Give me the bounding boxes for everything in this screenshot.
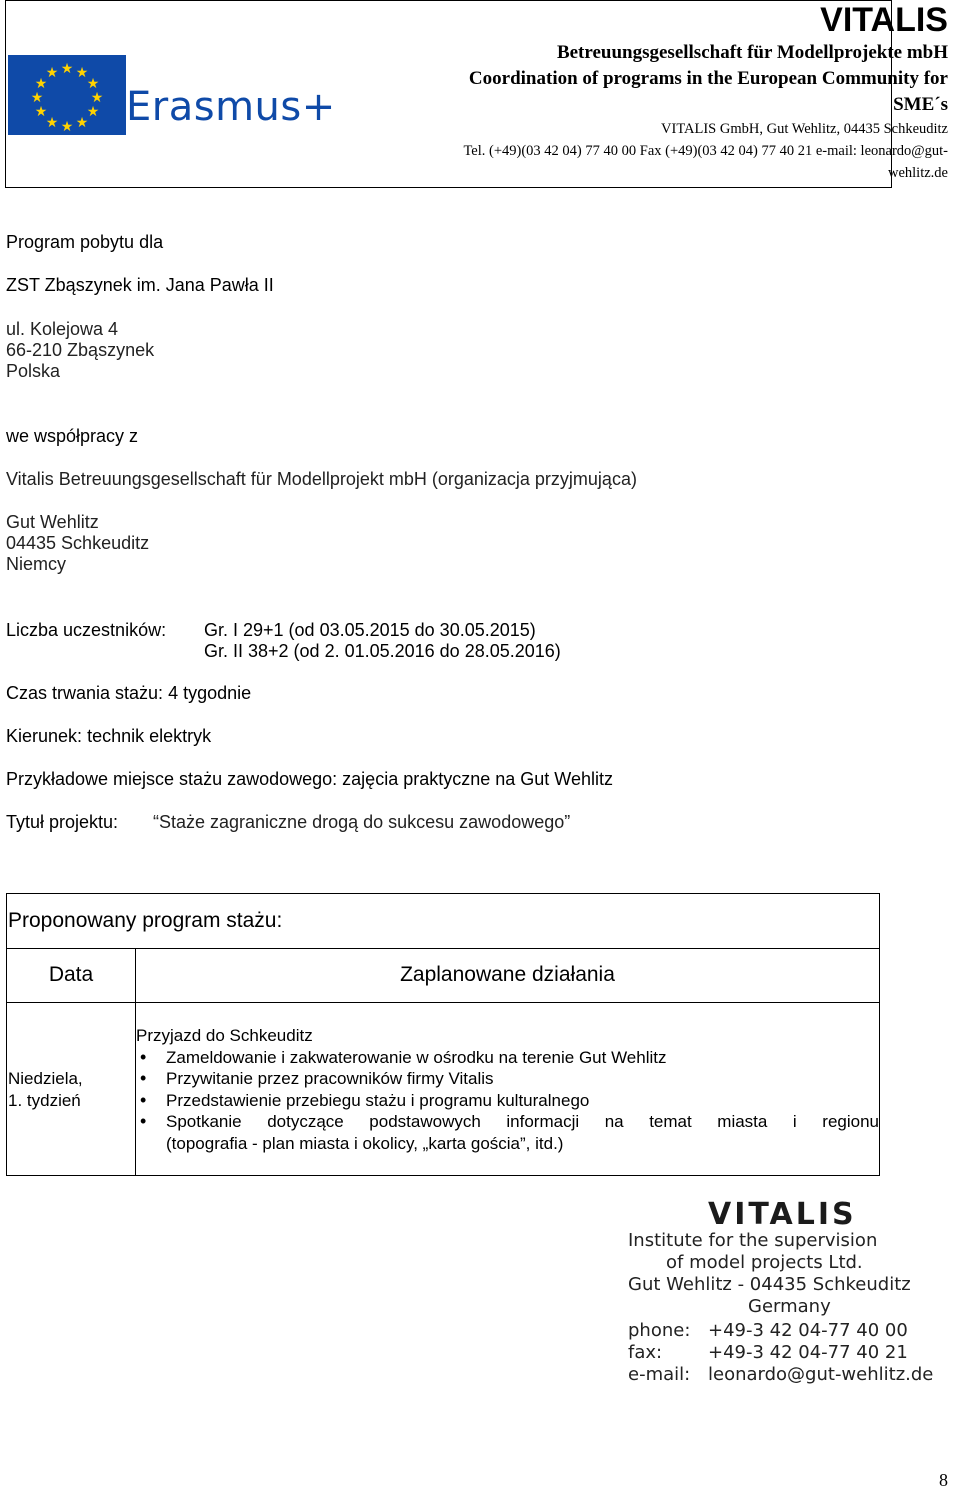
school-city: 66-210 Zbąszynek [6,340,155,360]
duration-label: Czas trwania stażu: [6,683,164,703]
list-item-line: (topografia - plan miasta i okolicy, „karta gościa”, itd.) [166,1133,564,1153]
stamp-line: Gut Wehlitz - 04435 Schkeuditz [628,1274,911,1295]
svg-text:★: ★ [75,64,89,80]
placement-label: Przykładowe miejsce stażu zawodowego: [6,769,338,789]
placement-value: zajęcia praktyczne na Gut Wehlitz [342,769,613,789]
table-divider [7,948,879,949]
row-date-day: Niedziela, [8,1069,83,1088]
header-subtitle-2: Coordination of programs in the European Community for [468,68,948,89]
program-for: Program pobytu dla [6,232,164,252]
duration-row [6,682,251,704]
row-date [8,1068,83,1111]
list-item: • Zameldowanie i zakwaterowanie w ośrodku na terenie Gut Wehlitz [136,1047,879,1069]
stamp-line: Institute for the supervision [628,1230,878,1251]
activities-heading: Przyjazd do Schkeuditz [136,1026,313,1045]
cooperation-label: we współpracy z [6,426,139,446]
header-subtitle-1: Betreuungsgesellschaft für Modellprojekte mbH [556,42,948,63]
header-contact-2: wehlitz.de [888,165,948,181]
eu-flag-icon [8,55,126,135]
svg-text:★: ★ [34,103,48,119]
project-title-label: Tytuł projektu: [6,812,119,832]
erasmus-logo-text: Erasmus+ [126,84,336,130]
school-street: ul. Kolejowa 4 [6,319,119,339]
page-number: 8 [939,1470,948,1490]
direction-value: technik elektryk [87,726,212,746]
activities-list [136,1047,879,1155]
table-caption: Proponowany program stażu: [8,909,283,932]
stamp-title: VITALIS [708,1197,857,1232]
stamp-fax: fax: +49-3 42 04-77 40 21 [628,1342,908,1363]
header-contact-1: Tel. (+49)(03 42 04) 77 40 00 Fax (+49)(03 42 04) 77 40 21 e-mail: leonardo@gut- [463,143,948,159]
school-country: Polska [6,361,61,381]
host-country: Niemcy [6,554,67,574]
row-activities [136,1025,879,1154]
list-item: • Przywitanie przez pracowników firmy Vitalis [136,1068,879,1090]
column-header-date: Data [48,963,94,986]
duration-value: 4 tygodnie [168,683,252,703]
stamp-phone: phone: +49-3 42 04-77 40 00 [628,1320,908,1341]
svg-text:★: ★ [90,89,104,105]
school-name: ZST Zbąszynek im. Jana Pawła II [6,275,274,295]
header-organization-info [388,0,948,184]
participants-label: Liczba uczestników: [6,620,167,640]
svg-text:★: ★ [60,118,74,134]
participants-group-2: Gr. II 38+2 (od 2. 01.05.2016 do 28.05.2016) [204,641,561,661]
header-title: VITALIS [820,1,948,39]
svg-text:★: ★ [86,103,100,119]
header-subtitle-3: SME´s [893,94,948,115]
project-title-value: “Staże zagraniczne drogą do sukcesu zawodowego” [153,812,571,832]
host-street: Gut Wehlitz [6,512,99,532]
stamp-line: Germany [748,1296,831,1317]
list-item: • Przedstawienie przebiegu stażu i programu kulturalnego [136,1090,879,1112]
list-item-line: • Spotkanie dotyczące podstawowych informacji na temat miasta i regionu [166,1112,879,1131]
svg-text:★: ★ [30,89,44,105]
row-date-week: 1. tydzień [8,1090,81,1110]
erasmus-plus-logo [8,55,336,140]
svg-text:★: ★ [45,64,59,80]
svg-text:★: ★ [86,75,100,91]
table-divider [7,1002,879,1003]
host-city: 04435 Schkeuditz [6,533,150,553]
stamp-line: of model projects Ltd. [666,1252,863,1273]
stamp-email: e-mail: leonardo@gut-wehlitz.de [628,1364,934,1385]
participants-group-1: Gr. I 29+1 (od 03.05.2015 do 30.05.2015) [204,620,536,640]
column-header-activities: Zaplanowane działania [400,963,615,986]
svg-text:★: ★ [75,114,89,130]
direction-label: Kierunek: [6,726,83,746]
company-stamp [628,1197,940,1390]
svg-text:★: ★ [34,75,48,91]
svg-text:★: ★ [45,114,59,130]
list-item [136,1111,879,1154]
host-organization: Vitalis Betreuungsgesellschaft für Modellprojekt mbH (organizacja przyjmująca) [6,469,637,489]
svg-text:★: ★ [60,60,74,76]
placement-row [6,768,613,790]
header-address: VITALIS GmbH, Gut Wehlitz, 04435 Schkeuditz [661,121,948,137]
program-table [6,893,880,1176]
direction-row [6,725,211,747]
